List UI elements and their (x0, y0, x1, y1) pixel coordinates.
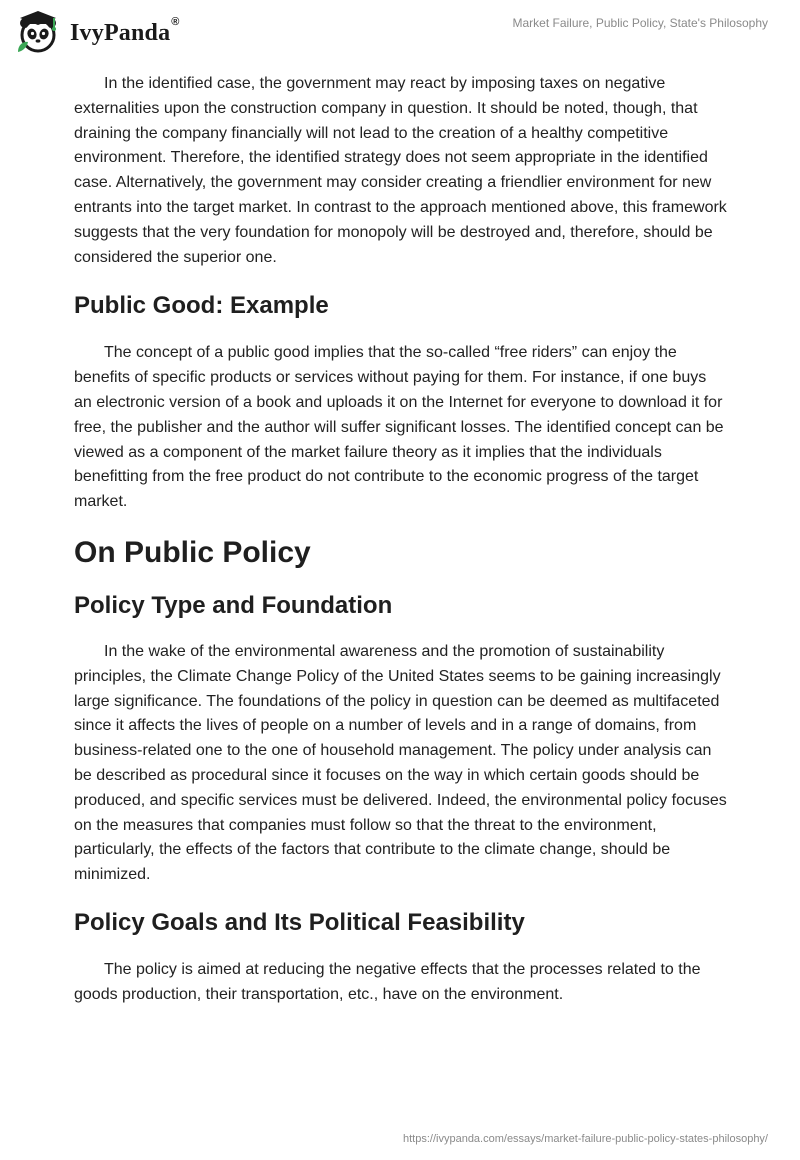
paragraph-public-good: The concept of a public good implies that the so-called “free riders” can enjoy the benefits of specific products or services without paying for them. For instance, if one buys an electronic version of a book and uploads it on the Internet for everyone to download it for free, the publisher and the author will suffer significant losses. The identified concept can be viewed as a component of the market failure theory as it implies that the individuals benefitting from the free product do not contribute to the economic progress of the target market. (74, 344, 724, 511)
registered-mark: ® (171, 15, 180, 28)
heading-public-good-example: Public Good: Example (74, 292, 329, 320)
page-header (0, 0, 800, 62)
brand-name: IvyPanda® (70, 15, 180, 46)
heading-policy-goals-feasibility: Policy Goals and Its Political Feasibility (74, 908, 525, 936)
source-url[interactable]: https://ivypanda.com/essays/market-failure-public-policy-states-philosophy/ (403, 1133, 768, 1145)
document-title: Market Failure, Public Policy, State's Philosophy (512, 16, 768, 30)
essay-content (74, 70, 728, 1008)
panda-logo-icon (14, 8, 62, 56)
ivypanda-logo[interactable] (14, 8, 180, 56)
paragraph-taxes-externalities: In the identified case, the government may react by imposing taxes on negative externalities upon the construction company in question. It should be noted, though, that draining the company financially will not lead to the creation of a healthy competitive environment. Therefore, the identified strategy does not seem appropriate in the identified case. Alternatively, the government may consider creating a friendlier environment for new entrants into the target market. In contrast to the approach mentioned above, this framework suggests that the very foundation for monopoly will be destroyed and, therefore, should be considered the superior one. (74, 75, 727, 266)
heading-policy-type-foundation: Policy Type and Foundation (74, 591, 393, 619)
paragraph-policy-goals: The policy is aimed at reducing the negative effects that the processes related to the goods production, their transportation, etc., have on the environment. (74, 960, 701, 1003)
heading-on-public-policy: On Public Policy (74, 535, 311, 569)
paragraph-policy-type: In the wake of the environmental awareness and the promotion of sustainability principles, the Climate Change Policy of the United States seems to be gaining increasingly large significance. The foundations of the policy in question can be deemed as multifaceted since it affects the lives of people on a number of levels and in a range of domains, from business-related one to the one of household management. The policy under analysis can be described as procedural since it focuses on the way in which certain goods should be produced, and specific services must be delivered. Indeed, the environmental policy focuses on the measures that companies must follow so that the threat to the environment, particularly, the effects of the factors that contribute to the climate change, should be minimized. (74, 642, 727, 884)
